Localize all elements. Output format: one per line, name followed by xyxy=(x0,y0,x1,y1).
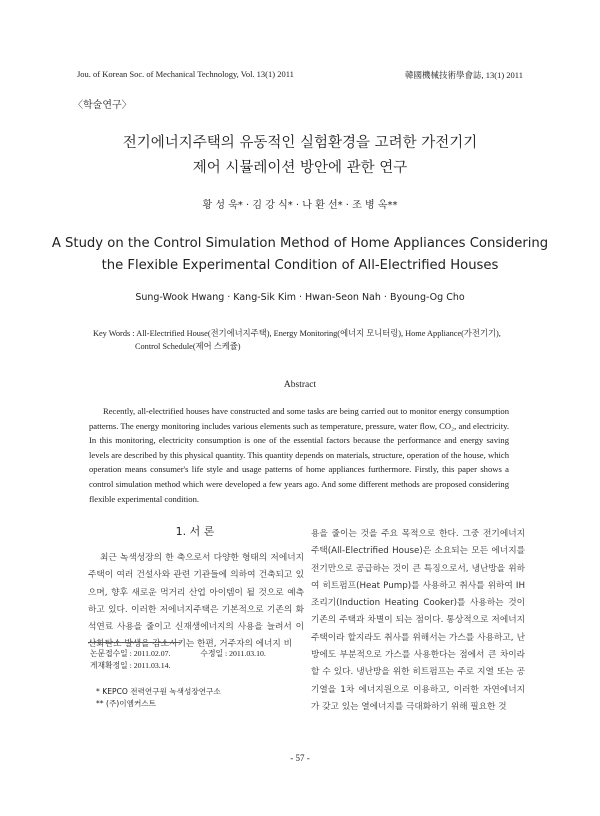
english-title-line-2: the Flexible Experimental Condition of All-Electrified Houses xyxy=(101,258,499,273)
page-number: - 57 - xyxy=(290,753,310,763)
received-date: 논문접수일 : 2011.02.07. xyxy=(90,649,171,658)
footnote-divider xyxy=(88,642,180,643)
submission-dates xyxy=(90,648,266,672)
footnote-affiliation-1: * KEPCO 전력연구원 녹색성장연구소 xyxy=(96,687,221,696)
korean-title-line-2: 제어 시뮬레이션 방안에 관한 연구 xyxy=(192,160,408,176)
abstract-heading: Abstract xyxy=(283,380,317,390)
article-type-label: 〈학술연구〉 xyxy=(73,100,132,111)
english-title-line-1: A Study on the Control Simulation Method of Home Appliances Considering xyxy=(51,236,549,251)
journal-header-left: Jou. of Korean Soc. of Mechanical Technology, Vol. 13(1) 2011 xyxy=(77,69,294,79)
revised-date: 수정일 : 2011.03.10. xyxy=(200,649,266,658)
korean-title-line-1: 전기에너지주택의 유동적인 실험환경을 고려한 가전기기 xyxy=(122,135,478,151)
footnote-affiliation-2: ** (주)이엠커스트 xyxy=(96,698,156,708)
section-heading: 1. 서 론 xyxy=(175,525,215,538)
keywords-line-2: Control Schedule(제어 스케쥴) xyxy=(135,342,241,351)
keywords-block xyxy=(93,327,543,353)
accepted-date: 게재확정일 : 2011.03.14. xyxy=(90,661,171,670)
korean-authors: 황 성 욱* · 김 강 식* · 나 환 선* · 조 병 옥** xyxy=(202,200,398,211)
affiliation-footnotes xyxy=(96,686,221,709)
english-authors: Sung-Wook Hwang · Kang-Sik Kim · Hwan-Seon Nah · Byoung-Og Cho xyxy=(135,292,465,303)
abstract-body: Recently, all-electrified houses have constructed and some tasks are being carried out to monitor energy consumption patterns. The energy monitoring includes various elements such as temperature, pressure, water flow, CO₂, and electricity. In this monitoring, electricity consumption is one of the essential factors because the performance and energy saving levels are described by this physical quantity. This quantity depends on materials, structure, operation of the house, which operation means consumer's life style and usage patterns of home appliances furthermore. Firstly, this paper shows a control simulation method which were developed a few years ago. And some different methods are proposed considering flexible experimental condition. xyxy=(89,406,509,504)
body-column-left: 최근 녹색성장의 한 축으로서 다양한 형태의 저에너지주택이 여러 건설사와 관련 기관들에 의하여 건축되고 있으며, 향후 새로운 먹거리 산업 아이템이 될 것으로 예측하고 있다. 이러한 저에너지주택은 기본적으로 기존의 화석연료 사용을 줄이고 신재생에너지의 사용을 늘려서 이산화탄소 발생을 감소시키는 한편, 거주자의 에너지 비 xyxy=(88,553,304,650)
journal-header-right: 韓國機械技術學會誌, 13(1) 2011 xyxy=(405,70,523,80)
body-column-right: 용을 줄이는 것을 주요 목적으로 한다. 그중 전기에너지주택(All-Electrified House)은 소요되는 모든 에너지를 전기만으로 공급하는 것이 큰 특징으로서, 냉난방을 위하여 히트펌프(Heat Pump)를 사용하고 취사를 위하여 IH조리기(Induction Heating Cooker)를 사용하는 것이 기존의 주택과 차별이 되는 점이다. 통상적으로 저에너지주택이라 할지라도 취사를 위해서는 가스를 사용하고, 난방에도 부분적으로 가스를 사용한다는 점에서 큰 차이라 할 수 있다. 냉난방을 위한 히트펌프는 주로 지열 또는 공기열을 1차 에너지원으로 이용하고, 이러한 자연에너지가 갖고 있는 열에너지를 극대화하기 위해 필요한 것 xyxy=(311,529,525,712)
keywords-line-1: Key Words : All-Electrified House(전기에너지주택), Energy Monitoring(에너지 모니터링), Home Appliance(가전기기), xyxy=(93,329,501,338)
